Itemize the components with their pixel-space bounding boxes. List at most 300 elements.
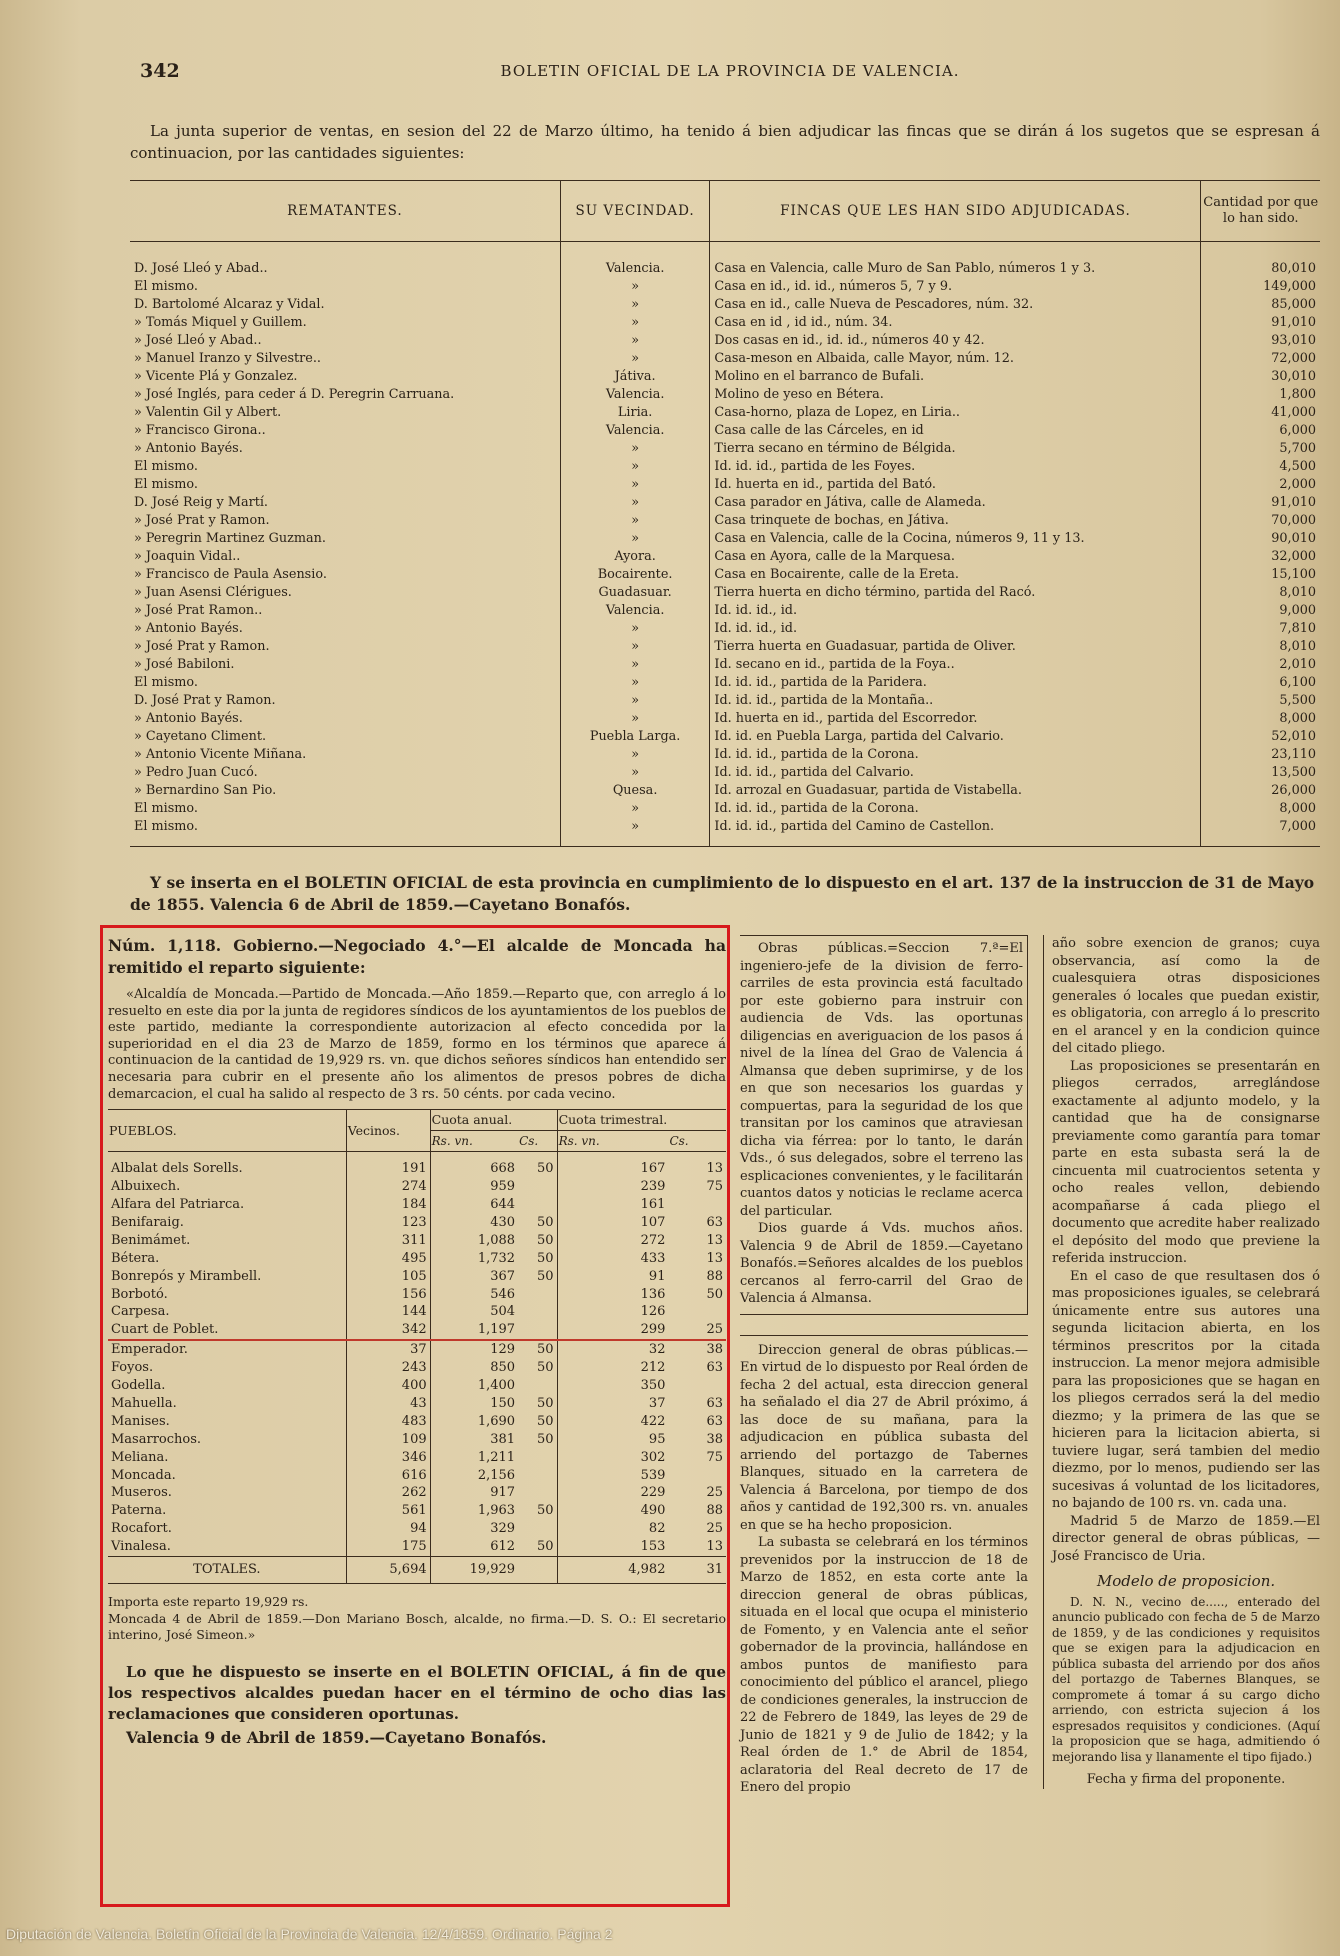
- rematante-cell: » Antonio Bayés.: [134, 441, 243, 456]
- pueblo-anual-rs: 430: [430, 1214, 518, 1232]
- pueblo-name: Bonrepós y Mirambell.: [111, 1268, 262, 1284]
- pueblo-trim-cs: 25: [668, 1321, 726, 1340]
- vecindad-cell: »: [560, 674, 710, 692]
- vecindad-cell: »: [560, 476, 710, 494]
- finca-cell: Id. id. id., partida de les Foyes.: [710, 458, 1201, 476]
- pueblo-trim-rs: 95: [557, 1431, 668, 1449]
- fecha-firma-line: Fecha y firma del proponente.: [1086, 1772, 1286, 1787]
- pueblo-anual-cs: [518, 1467, 557, 1485]
- pueblo-row: [108, 1286, 726, 1304]
- pueblo-row: [108, 1520, 726, 1538]
- proposiciones-paragraph: Las proposiciones se presentarán en pliegos cerrados, arreglándose exactamente al adjunto modelo, y la cantidad que ha de consignarse previamente como garantía para tomar parte en esta subasta será la de cincuenta mil cuatrocientos setenta y ocho reales vellon, debiendo acompañarse á cada pliego el documento que acredite haber realizado el depósito del modo que previene la referida instruccion.: [1052, 1058, 1320, 1266]
- adjudicacion-row: [130, 584, 1320, 602]
- cantidad-cell: 32,000: [1201, 548, 1320, 566]
- pueblo-row: [108, 1214, 726, 1232]
- rematante-cell: » Juan Asensi Clérigues.: [134, 585, 292, 600]
- pueblo-anual-rs: 1,732: [430, 1250, 518, 1268]
- adjudicacion-row: [130, 296, 1320, 314]
- totals-label: TOTALES.: [108, 1557, 346, 1584]
- pueblo-trim-rs: 212: [557, 1359, 668, 1377]
- cantidad-cell: 52,010: [1201, 728, 1320, 746]
- cantidad-cell: 91,010: [1201, 494, 1320, 512]
- header-rematantes: REMATANTES.: [130, 181, 560, 242]
- finca-cell: Casa parador en Játiva, calle de Alameda.: [710, 494, 1201, 512]
- pueblo-anual-rs: 504: [430, 1303, 518, 1321]
- rematante-cell: El mismo.: [134, 477, 198, 492]
- cantidad-cell: 80,010: [1201, 242, 1320, 279]
- pueblo-row: [108, 1502, 726, 1520]
- pueblo-row: [108, 1395, 726, 1413]
- finca-cell: Tierra secano en término de Bélgida.: [710, 440, 1201, 458]
- cantidad-cell: 7,000: [1201, 818, 1320, 847]
- pueblo-anual-rs: 1,211: [430, 1449, 518, 1467]
- pueblo-row: [108, 1232, 726, 1250]
- vecindad-cell: Liria.: [560, 404, 710, 422]
- pueblo-trim-rs: 302: [557, 1449, 668, 1467]
- vecindad-cell: »: [560, 818, 710, 847]
- pueblo-row: [108, 1377, 726, 1395]
- finca-cell: Casa en id , id id., núm. 34.: [710, 314, 1201, 332]
- pueblo-vecinos: 311: [346, 1232, 430, 1250]
- reparto-table: [108, 1109, 726, 1584]
- rematante-cell: » Cayetano Climent.: [134, 729, 267, 744]
- direccion-paragraph: Direccion general de obras públicas.—En virtud de lo dispuesto por Real órden de fecha 2 del actual, esta direccion general ha señalado el dia 27 de Abril próximo, á las doce de su mañana, para la adjudicacion en pública subasta del arriendo del portazgo de Tabernes Blanques, situado en la carretera de Valencia á Barcelona, por tiempo de dos años y cantidad de 192,300 rs. vn. anuales en que se ha hecho proposicion.: [740, 1342, 1029, 1533]
- adjudicacion-row: [130, 530, 1320, 548]
- pueblo-anual-cs: [518, 1377, 557, 1395]
- pueblo-vecinos: 43: [346, 1395, 430, 1413]
- pueblo-anual-cs: [518, 1303, 557, 1321]
- pueblo-trim-rs: 167: [557, 1152, 668, 1178]
- rematante-cell: » Valentin Gil y Albert.: [134, 405, 282, 420]
- pueblo-trim-rs: 161: [557, 1196, 668, 1214]
- pueblo-vecinos: 191: [346, 1152, 430, 1178]
- vecindad-cell: »: [560, 314, 710, 332]
- adjudicacion-row: [130, 476, 1320, 494]
- pueblo-trim-cs: 63: [706, 1214, 723, 1230]
- pueblo-vecinos: 175: [346, 1538, 430, 1556]
- finca-cell: Tierra huerta en Guadasuar, partida de Oliver.: [710, 638, 1201, 656]
- adjudicacion-row: [130, 800, 1320, 818]
- pueblo-trim-rs: 136: [557, 1286, 668, 1304]
- pueblo-name: Albuixech.: [111, 1179, 181, 1195]
- rematante-cell: » José Inglés, para ceder á D. Peregrin Carruana.: [134, 387, 455, 402]
- adjudicacion-row: [130, 422, 1320, 440]
- vecindad-cell: »: [560, 620, 710, 638]
- pueblo-anual-rs: 917: [430, 1484, 518, 1502]
- cantidad-cell: 8,010: [1201, 584, 1320, 602]
- vecindad-cell: »: [560, 332, 710, 350]
- pueblo-anual-rs: 1,088: [430, 1232, 518, 1250]
- pueblo-vecinos: 156: [346, 1286, 430, 1304]
- adjudicacion-row: [130, 242, 1320, 279]
- pueblo-anual-cs: [518, 1178, 557, 1196]
- header-vecinos: Vecinos.: [346, 1110, 430, 1152]
- pueblo-trim-cs: [668, 1303, 726, 1321]
- vecindad-cell: Puebla Larga.: [560, 728, 710, 746]
- pueblo-anual-cs: 50: [537, 1342, 554, 1358]
- vecindad-cell: Játiva.: [560, 368, 710, 386]
- pueblo-anual-rs: 850: [430, 1359, 518, 1377]
- cantidad-cell: 85,000: [1201, 296, 1320, 314]
- pueblo-trim-cs: 63: [706, 1413, 723, 1429]
- pueblo-vecinos: 274: [346, 1178, 430, 1196]
- cantidad-cell: 2,000: [1201, 476, 1320, 494]
- pueblo-anual-cs: [518, 1520, 557, 1538]
- pueblo-vecinos: 495: [346, 1250, 430, 1268]
- adjudicacion-row: [130, 764, 1320, 782]
- finca-cell: Id. huerta en id., partida del Escorredor.: [710, 710, 1201, 728]
- adjudicacion-row: [130, 710, 1320, 728]
- totals-row: [108, 1557, 726, 1584]
- pueblo-anual-cs: 50: [537, 1431, 554, 1447]
- pueblo-trim-cs: 88: [706, 1503, 723, 1519]
- cantidad-cell: 6,000: [1201, 422, 1320, 440]
- pueblo-vecinos: 262: [346, 1484, 430, 1502]
- pueblo-trim-rs: 229: [557, 1484, 668, 1502]
- pueblo-vecinos: 400: [346, 1377, 430, 1395]
- rematante-cell: D. José Prat y Ramon.: [134, 693, 276, 708]
- continuacion-block: [1043, 935, 1320, 1789]
- importa-line: Importa este reparto 19,929 rs.: [108, 1594, 309, 1610]
- cantidad-cell: 6,100: [1201, 674, 1320, 692]
- intro-paragraph: La junta superior de ventas, en sesion del 22 de Marzo último, ha tenido á bien adjudicar las fincas que se dirán á los sugetos que se espresan á continuacion, por las cantidades siguientes:: [130, 122, 1320, 162]
- pueblo-row: [108, 1250, 726, 1268]
- pueblo-anual-rs: 644: [430, 1196, 518, 1214]
- adjudicacion-row: [130, 728, 1320, 746]
- pueblo-vecinos: 483: [346, 1413, 430, 1431]
- finca-cell: Casa trinquete de bochas, en Játiva.: [710, 512, 1201, 530]
- rematante-cell: » Francisco de Paula Asensio.: [134, 567, 327, 582]
- finca-cell: Id. id. en Puebla Larga, partida del Calvario.: [710, 728, 1201, 746]
- vecindad-cell: »: [560, 296, 710, 314]
- adjudicacion-row: [130, 404, 1320, 422]
- totals-trim-cs: 31: [668, 1557, 726, 1584]
- header-anual-rs: Rs. vn.: [430, 1131, 518, 1152]
- header-fincas: FINCAS QUE LES HAN SIDO ADJUDICADAS.: [710, 181, 1201, 242]
- finca-cell: Id. id. id., partida del Calvario.: [710, 764, 1201, 782]
- finca-cell: Id. id. id., partida de la Montaña..: [710, 692, 1201, 710]
- adjudicaciones-body: [130, 242, 1320, 847]
- vecindad-cell: »: [560, 458, 710, 476]
- finca-cell: Molino en el barranco de Bufali.: [710, 368, 1201, 386]
- totals-trim-rs: 4,982: [557, 1557, 668, 1584]
- cantidad-cell: 5,500: [1201, 692, 1320, 710]
- pueblo-name: Albalat dels Sorells.: [111, 1161, 243, 1177]
- cantidad-cell: 70,000: [1201, 512, 1320, 530]
- vecindad-cell: »: [560, 638, 710, 656]
- footer-caption: Diputación de Valencia. Boletín Oficial de la Provincia de Valencia. 12/4/1859. Ordinario. Página 2: [6, 1926, 613, 1942]
- pueblo-name: Vinalesa.: [111, 1539, 171, 1555]
- pueblo-trim-cs: 13: [706, 1161, 723, 1177]
- pueblo-anual-cs: 50: [537, 1232, 554, 1248]
- pueblo-anual-rs: 612: [430, 1538, 518, 1556]
- pueblo-name: Emperador.: [111, 1342, 188, 1358]
- rematante-cell: » Peregrin Martinez Guzman.: [134, 531, 326, 546]
- adjudicacion-row: [130, 818, 1320, 847]
- pueblo-anual-rs: 150: [430, 1395, 518, 1413]
- pueblo-vecinos: 243: [346, 1359, 430, 1377]
- adjudicacion-row: [130, 440, 1320, 458]
- column-obras-publicas: [740, 935, 1028, 1797]
- vecindad-cell: »: [560, 710, 710, 728]
- pueblo-trim-rs: 350: [557, 1377, 668, 1395]
- vecindad-cell: »: [560, 530, 710, 548]
- pueblo-anual-cs: 50: [537, 1413, 554, 1429]
- pueblo-anual-rs: 381: [430, 1431, 518, 1449]
- rematante-cell: » José Prat Ramon..: [134, 603, 263, 618]
- pueblo-trim-cs: 88: [706, 1268, 723, 1284]
- finca-cell: Id. id. id., partida de la Corona.: [710, 746, 1201, 764]
- pueblo-name: Benifaraig.: [111, 1214, 184, 1230]
- adjudicaciones-header-row: [130, 181, 1320, 242]
- header-cantidad: Cantidad por que lo han sido.: [1201, 181, 1320, 242]
- pueblo-anual-rs: 1,197: [430, 1321, 518, 1340]
- pueblo-trim-cs: 50: [706, 1286, 723, 1302]
- header-trim-rs: Rs. vn.: [557, 1131, 668, 1152]
- finca-cell: Casa-horno, plaza de Lopez, en Liria..: [710, 404, 1201, 422]
- pueblo-vecinos: 123: [346, 1214, 430, 1232]
- pueblo-anual-cs: [518, 1321, 557, 1340]
- rematante-cell: » Vicente Plá y Gonzalez.: [134, 369, 298, 384]
- vecindad-cell: »: [560, 692, 710, 710]
- adjudicacion-row: [130, 656, 1320, 674]
- finca-cell: Id. id. id., partida de la Corona.: [710, 800, 1201, 818]
- rematante-cell: » José Lleó y Abad..: [134, 333, 262, 348]
- adjudicacion-row: [130, 386, 1320, 404]
- vecindad-cell: »: [560, 656, 710, 674]
- vecindad-cell: Quesa.: [560, 782, 710, 800]
- column-continuacion: [1043, 935, 1320, 1789]
- header-vecindad: SU VECINDAD.: [560, 181, 710, 242]
- pueblo-anual-cs: 50: [537, 1360, 554, 1376]
- finca-cell: Casa en Bocairente, calle de la Ereta.: [710, 566, 1201, 584]
- totals-vecinos: 5,694: [346, 1557, 430, 1584]
- pueblo-anual-rs: 129: [430, 1340, 518, 1359]
- modelo-text: D. N. N., vecino de....., enterado del anuncio publicado con fecha de 5 de Marzo de 1859, y de las condiciones y requisitos que se exigen para la adjudicacion en pública subasta del arriendo por dos años del portazgo de Tabernes Blanques, se compromete á tomar á su cargo dicho arriendo, con estricta sujecion á los espresados requisitos y condiciones. (Aquí la proposicion que se haga, admitiendo ó mejorando lisa y llanamente el tipo fijado.): [1052, 1594, 1320, 1764]
- pueblo-trim-cs: 38: [706, 1342, 723, 1358]
- pueblo-vecinos: 346: [346, 1449, 430, 1467]
- pueblo-row: [108, 1196, 726, 1214]
- pueblo-trim-rs: 422: [557, 1413, 668, 1431]
- closing-paragraph: Y se inserta en el BOLETIN OFICIAL de esta provincia en cumplimiento de lo dispuesto en el art. 137 de la instruccion de 31 de Mayo de 1855. Valencia 6 de Abril de 1859.—Cayetano Bonafós.: [130, 873, 1315, 914]
- vecindad-cell: »: [560, 494, 710, 512]
- header-anual-cs: Cs.: [518, 1131, 557, 1152]
- pueblo-trim-cs: 63: [706, 1360, 723, 1376]
- pueblo-vecinos: 37: [346, 1340, 430, 1359]
- pueblo-row: [108, 1413, 726, 1431]
- cantidad-cell: 9,000: [1201, 602, 1320, 620]
- vecindad-cell: »: [560, 512, 710, 530]
- rematante-cell: El mismo.: [134, 279, 198, 294]
- pueblo-vecinos: 561: [346, 1502, 430, 1520]
- vecindad-cell: Valencia.: [560, 602, 710, 620]
- pueblo-anual-cs: [518, 1196, 557, 1214]
- pueblo-anual-cs: [518, 1286, 557, 1304]
- subasta-paragraph: La subasta se celebrará en los términos prevenidos por la instruccion de 18 de Marzo de 1852, en esta corte ante la direccion general de obras públicas, situada en el local que ocupa el ministerio de Fomento, y en Valencia ante el señor gobernador de la provincia, hallándose en ambos puntos de manifiesto para conocimiento del público el arancel, pliego de condiciones generales, la instruccion de 22 de Febrero de 1849, las leyes de 29 de Junio de 1821 y 9 de Julio de 1842; y la Real órden de 1.° de Abril de 1854, aclaratoria del Real decreto de 17 de Enero del propio: [740, 1535, 1028, 1795]
- pueblo-trim-cs: 38: [706, 1431, 723, 1447]
- pueblo-trim-cs: [668, 1196, 726, 1214]
- pueblo-anual-rs: 1,400: [430, 1377, 518, 1395]
- pueblo-row: [108, 1449, 726, 1467]
- adjudicacion-row: [130, 602, 1320, 620]
- pueblo-name: Meliana.: [111, 1449, 169, 1465]
- rematante-cell: » José Babiloni.: [134, 657, 235, 672]
- pueblo-trim-cs: [668, 1377, 726, 1395]
- adjudicacion-row: [130, 674, 1320, 692]
- pueblo-anual-cs: 50: [537, 1250, 554, 1266]
- adjudicacion-row: [130, 782, 1320, 800]
- adjudicacion-row: [130, 692, 1320, 710]
- pueblo-vecinos: 94: [346, 1520, 430, 1538]
- pueblo-vecinos: 105: [346, 1268, 430, 1286]
- pueblo-name: Moncada.: [111, 1467, 176, 1483]
- pueblo-trim-rs: 91: [557, 1268, 668, 1286]
- rematante-cell: D. Bartolomé Alcaraz y Vidal.: [134, 297, 325, 312]
- adjudicacion-row: [130, 566, 1320, 584]
- cantidad-cell: 72,000: [1201, 350, 1320, 368]
- adjudicacion-row: [130, 278, 1320, 296]
- pueblo-row: [108, 1484, 726, 1502]
- finca-cell: Casa en Ayora, calle de la Marquesa.: [710, 548, 1201, 566]
- finca-cell: Id. id. id., partida de la Paridera.: [710, 674, 1201, 692]
- cantidad-cell: 30,010: [1201, 368, 1320, 386]
- pueblo-trim-cs: 75: [706, 1449, 723, 1465]
- pueblo-trim-cs: [668, 1467, 726, 1485]
- direccion-notice: [740, 1335, 1028, 1797]
- rematante-cell: » Joaquin Vidal..: [134, 549, 241, 564]
- pueblo-anual-rs: 329: [430, 1520, 518, 1538]
- reparto-header-row: [108, 1110, 726, 1131]
- finca-cell: Id. secano en id., partida de la Foya..: [710, 656, 1201, 674]
- adjudicacion-row: [130, 494, 1320, 512]
- vecindad-cell: Valencia.: [560, 242, 710, 279]
- rematante-cell: D. José Lleó y Abad..: [134, 261, 268, 276]
- pueblo-name: Cuart de Poblet.: [108, 1321, 346, 1340]
- vecindad-cell: Guadasuar.: [560, 584, 710, 602]
- cantidad-cell: 8,000: [1201, 800, 1320, 818]
- adjudicacion-row: [130, 638, 1320, 656]
- article-signature: Valencia 9 de Abril de 1859.—Cayetano Bonafós.: [126, 1727, 547, 1747]
- exencion-paragraph: año sobre exencion de granos; cuya observancia, así como la de cualesquiera otras disposiciones generales ó locales que puedan existir, es obligatoria, con arreglo á lo prescrito en el arancel y en la condicion quince del citado pliego.: [1052, 936, 1320, 1056]
- fecha-line: Moncada 4 de Abril de 1859.—Don Mariano Bosch, alcalde, no firma.—D. S. O.: El secretario interino, José Simeon.»: [108, 1610, 726, 1643]
- licitacion-paragraph: En el caso de que resultasen dos ó mas proposiciones iguales, se celebrará únicamente entre sus autores una segunda licitacion abierta, en los términos prescritos por la citada instruccion. La menor mejora admisible para las proposiciones que se hagan en los pliegos cerrados será la del medio diezmo; y la primera de las que se hicieren para la licitacion abierta, si tuviere lugar, será tambien del medio diezmo, por lo menos, pudiendo ser las sucesivas á voluntad de los licitadores, no bajando de 100 rs. vn. cada una.: [1052, 1268, 1320, 1511]
- page-header: [140, 60, 1320, 90]
- cantidad-cell: 15,100: [1201, 566, 1320, 584]
- pueblo-anual-rs: 546: [430, 1286, 518, 1304]
- dios-guarde-paragraph: Dios guarde á Vds. muchos años. Valencia 9 de Abril de 1859.—Cayetano Bonafós.=Señores alcaldes de los pueblos cercanos al ferro-carril del Grao de Valencia á Almansa.: [740, 1221, 1023, 1306]
- pueblo-name: Bétera.: [111, 1250, 160, 1266]
- obras-paragraph: Obras públicas.=Seccion 7.ª=El ingeniero-jefe de la division de ferro-carriles de esta provincia está facultado por este gobierno para instruir con audiencia de Vds. las oportunas diligencias en averiguacion de los pasos á nivel de la línea del Grao de Valencia á Almansa que deben suprimirse, y de los en que son necesarios los guardas y compuertas, para la seguridad de los que transitan por los caminos que atraviesan dicha via férrea: por lo tanto, le darán Vds., ó sus delegados, sobre el terreno las esplicaciones convenientes, y le facilitarán cuantos datos y noticias le reclame acerca del particular.: [740, 941, 1023, 1219]
- finca-cell: Casa en Valencia, calle de la Cocina, números 9, 11 y 13.: [710, 530, 1201, 548]
- pueblo-row: [108, 1359, 726, 1377]
- pueblo-row: [108, 1303, 726, 1321]
- pueblo-anual-cs: [518, 1449, 557, 1467]
- finca-cell: Id. id. id., id.: [710, 620, 1201, 638]
- pueblo-trim-rs: 107: [557, 1214, 668, 1232]
- pueblo-anual-rs: 2,156: [430, 1467, 518, 1485]
- adjudicacion-row: [130, 458, 1320, 476]
- pueblo-row: [108, 1268, 726, 1286]
- adjudicacion-row: [130, 746, 1320, 764]
- adjudicacion-row: [130, 620, 1320, 638]
- cantidad-cell: 91,010: [1201, 314, 1320, 332]
- pueblo-trim-cs: 13: [706, 1250, 723, 1266]
- adjudicacion-row: [130, 314, 1320, 332]
- rematante-cell: » Bernardino San Pio.: [134, 783, 277, 798]
- pueblo-name: Paterna.: [111, 1503, 167, 1519]
- rematante-cell: » Manuel Iranzo y Silvestre..: [134, 351, 321, 366]
- pueblo-row: [108, 1538, 726, 1556]
- pueblo-row: [108, 1152, 726, 1178]
- article-quote: «Alcaldía de Moncada.—Partido de Moncada.—Año 1859.—Reparto que, con arreglo á lo resuelto en este dia por la junta de regidores síndicos de los ayuntamientos de los pueblos de este partido, mediante la correspondiente autorizacion al efecto concedida por la superioridad en el dia 23 de Marzo de 1859, formo en los términos que aparece á continuacion de la cantidad de 19,929 rs. vn. que dichos señores síndicos han entendido ser necesaria para cubrir en el presente año los alimentos de presos pobres de dicha demarcacion, el cual ha salido al respecto de 3 rs. 50 cénts. por cada vecino.: [108, 987, 726, 1102]
- rematante-cell: » Antonio Bayés.: [134, 711, 243, 726]
- pueblo-anual-rs: 1,963: [430, 1502, 518, 1520]
- pueblo-anual-cs: 50: [537, 1503, 554, 1519]
- cantidad-cell: 23,110: [1201, 746, 1320, 764]
- finca-cell: Id. id. id., id.: [710, 602, 1201, 620]
- finca-cell: Id. arrozal en Guadasuar, partida de Vistabella.: [710, 782, 1201, 800]
- pueblo-anual-rs: 668: [430, 1152, 518, 1178]
- rematante-cell: » José Prat y Ramon.: [134, 513, 270, 528]
- finca-cell: Molino de yeso en Bétera.: [710, 386, 1201, 404]
- pueblo-trim-cs: 25: [706, 1521, 723, 1537]
- adjudicacion-row: [130, 512, 1320, 530]
- pueblo-trim-rs: 32: [557, 1340, 668, 1359]
- pueblo-row: [108, 1340, 726, 1359]
- pueblo-trim-rs: 490: [557, 1502, 668, 1520]
- vecindad-cell: »: [560, 746, 710, 764]
- adjudicacion-row: [130, 332, 1320, 350]
- vecindad-cell: »: [560, 764, 710, 782]
- pueblo-anual-rs: 959: [430, 1178, 518, 1196]
- pueblo-vecinos: 184: [346, 1196, 430, 1214]
- pueblo-vecinos: 616: [346, 1467, 430, 1485]
- cantidad-cell: 5,700: [1201, 440, 1320, 458]
- pueblo-trim-cs: 13: [706, 1539, 723, 1555]
- rematante-cell: » José Prat y Ramon.: [134, 639, 270, 654]
- adjudicaciones-table: [130, 180, 1320, 847]
- pueblo-name: Mahuella.: [111, 1395, 177, 1411]
- pueblo-trim-cs: 25: [706, 1485, 723, 1501]
- publication-title: BOLETIN OFICIAL DE LA PROVINCIA DE VALENCIA.: [500, 62, 960, 80]
- cantidad-cell: 4,500: [1201, 458, 1320, 476]
- vecindad-cell: »: [560, 350, 710, 368]
- pueblo-trim-cs: 75: [706, 1179, 723, 1195]
- reparto-body: [108, 1152, 726, 1557]
- finca-cell: Id. huerta en id., partida del Bató.: [710, 476, 1201, 494]
- cantidad-cell: 8,000: [1201, 710, 1320, 728]
- rematante-cell: El mismo.: [130, 818, 560, 847]
- cantidad-cell: 1,800: [1201, 386, 1320, 404]
- pueblo-anual-cs: 50: [537, 1539, 554, 1555]
- cantidad-cell: 26,000: [1201, 782, 1320, 800]
- finca-cell: Casa-meson en Albaida, calle Mayor, núm. 12.: [710, 350, 1201, 368]
- finca-cell: Casa en Valencia, calle Muro de San Pablo, números 1 y 3.: [710, 242, 1201, 279]
- pueblo-name: Foyos.: [111, 1360, 154, 1376]
- header-trim-cs: Cs.: [668, 1131, 726, 1152]
- cantidad-cell: 7,810: [1201, 620, 1320, 638]
- pueblo-name: Benimámet.: [111, 1232, 191, 1248]
- header-pueblos: PUEBLOS.: [108, 1110, 346, 1152]
- rematante-cell: El mismo.: [134, 675, 198, 690]
- pueblo-row: [108, 1178, 726, 1196]
- cantidad-cell: 8,010: [1201, 638, 1320, 656]
- finca-cell: Dos casas en id., id. id., números 40 y 42.: [710, 332, 1201, 350]
- pueblo-row: [108, 1431, 726, 1449]
- pueblo-trim-rs: 126: [557, 1303, 668, 1321]
- pueblo-name: Rocafort.: [111, 1521, 172, 1537]
- pueblo-name: Carpesa.: [111, 1304, 170, 1320]
